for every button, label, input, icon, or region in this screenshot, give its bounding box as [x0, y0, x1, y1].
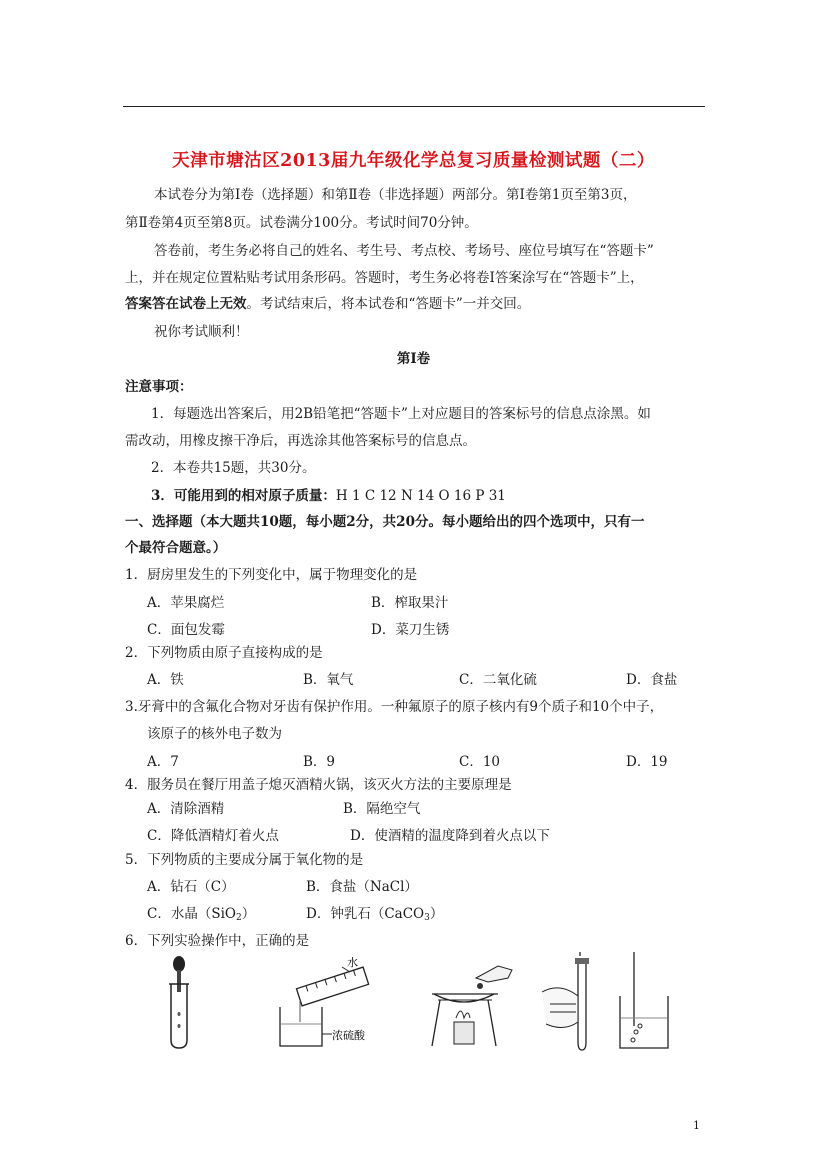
evaporation-figure: [428, 952, 518, 1052]
q4-option-c: C．降低酒精灯着火点: [147, 828, 279, 844]
q1-option-d: D．菜刀生锈: [371, 622, 450, 638]
q3-option-b: B．9: [303, 754, 336, 770]
part1-heading-2: 个最符合题意。）: [125, 540, 227, 556]
q4-option-d: D．使酒精的温度降到着火点以下: [350, 828, 550, 844]
q5-option-b: B．食盐（NaCl）: [306, 879, 418, 895]
intro-line-5: [125, 292, 530, 312]
intro-line-1: 本试卷分为第Ⅰ卷（选择题）和第Ⅱ卷（非选择题）两部分。第Ⅰ卷第1页至第3页，: [154, 187, 637, 203]
dilution-figure: [272, 952, 382, 1052]
intro-line-5-rest: 。考试结束后，将本试卷和“答题卡”一并交回。: [246, 296, 531, 312]
q3-option-c: C．10: [459, 754, 501, 770]
q3-option-d: D．19: [626, 754, 668, 770]
header-rule: [123, 106, 705, 107]
q2-option-c: C．二氧化硫: [459, 672, 537, 688]
q3-stem-1: 3.牙膏中的含氟化合物对牙齿有保护作用。一种氟原子的原子核内有9个质子和10个中子，: [125, 699, 664, 715]
q3-option-a: A．7: [147, 754, 179, 770]
q5-option-a: A．钻石（C）: [147, 879, 235, 895]
page-title: 天津市塘沽区2013届九年级化学总复习质量检测试题（二）: [172, 151, 655, 171]
q4-stem: 4．服务员在餐厅用盖子熄灭酒精火锅，该灭火方法的主要原理是: [125, 777, 512, 793]
q5-option-d-text: D．钟乳石（CaCO: [306, 906, 425, 922]
q1-option-c: C．面包发霉: [147, 622, 225, 638]
q5-option-c: [147, 902, 255, 923]
intro-line-3: 答卷前，考生务必将自己的姓名、考生号、考点校、考场号、座位号填写在“答题卡”: [154, 243, 654, 259]
q1-option-b: B．榨取果汁: [371, 595, 449, 611]
note-3-label: 3．可能用到的相对原子质量：: [151, 488, 336, 504]
q6-stem: 6．下列实验操作中，正确的是: [125, 933, 310, 949]
q2-option-b: B．氧气: [303, 672, 354, 688]
intro-line-6: 祝你考试顺利！: [154, 324, 249, 340]
intro-line-2: 第Ⅱ卷第4页至第8页。试卷满分100分。考试时间70分钟。: [125, 215, 478, 231]
q2-option-d: D．食盐: [626, 672, 678, 688]
section-title: 第Ⅰ卷: [396, 351, 431, 367]
q1-option-a: A．苹果腐烂: [147, 595, 225, 611]
note-3-values: H 1 C 12 N 14 O 16 P 31: [335, 488, 506, 504]
water-label: 水: [347, 956, 358, 969]
notes-heading: 注意事项：: [125, 379, 193, 395]
q1-stem: 1．厨房里发生的下列变化中，属于物理变化的是: [125, 567, 418, 583]
airtight-check-figure: [540, 952, 675, 1052]
note-3: [151, 484, 506, 504]
q2-stem: 2．下列物质由原子直接构成的是: [125, 645, 323, 661]
note-1b: 需改动，用橡皮擦干净后，再选涂其他答案标号的信息点。: [125, 433, 476, 449]
q4-option-b: B．隔绝空气: [343, 801, 421, 817]
q5-option-d: [306, 902, 443, 923]
intro-warning: 答案答在试卷上无效: [125, 296, 247, 312]
q2-option-a: A．铁: [147, 672, 184, 688]
test-tube-dropper-figure: [160, 952, 200, 1052]
intro-line-4: 上，并在规定位置粘贴考试用条形码。答题时，考生务必将卷Ⅰ答案涂写在“答题卡”上，: [125, 270, 644, 286]
part1-heading-1: 一、选择题（本大题共10题，每小题2分，共20分。每小题给出的四个选项中，只有一: [125, 514, 645, 530]
q5-option-c-close: ）: [241, 906, 256, 922]
note-1a: 1．每题选出答案后，用2B铅笔把“答题卡”上对应题目的答案标号的信息点涂黑。如: [151, 406, 651, 422]
acid-label: 浓硫酸: [332, 1029, 365, 1042]
q3-stem-2: 该原子的核外电子数为: [147, 726, 282, 742]
page-number: 1: [693, 1119, 700, 1132]
q4-option-a: A．清除酒精: [147, 801, 225, 817]
q5-option-d-subscript: 3: [424, 913, 430, 923]
q5-option-c-subscript: 2: [235, 913, 242, 923]
note-2: 2．本卷共15题，共30分。: [151, 460, 316, 476]
q5-option-c-text: C．水晶（SiO: [147, 906, 236, 922]
q5-option-d-close: ）: [429, 906, 444, 922]
q5-stem: 5．下列物质的主要成分属于氧化物的是: [125, 852, 364, 868]
